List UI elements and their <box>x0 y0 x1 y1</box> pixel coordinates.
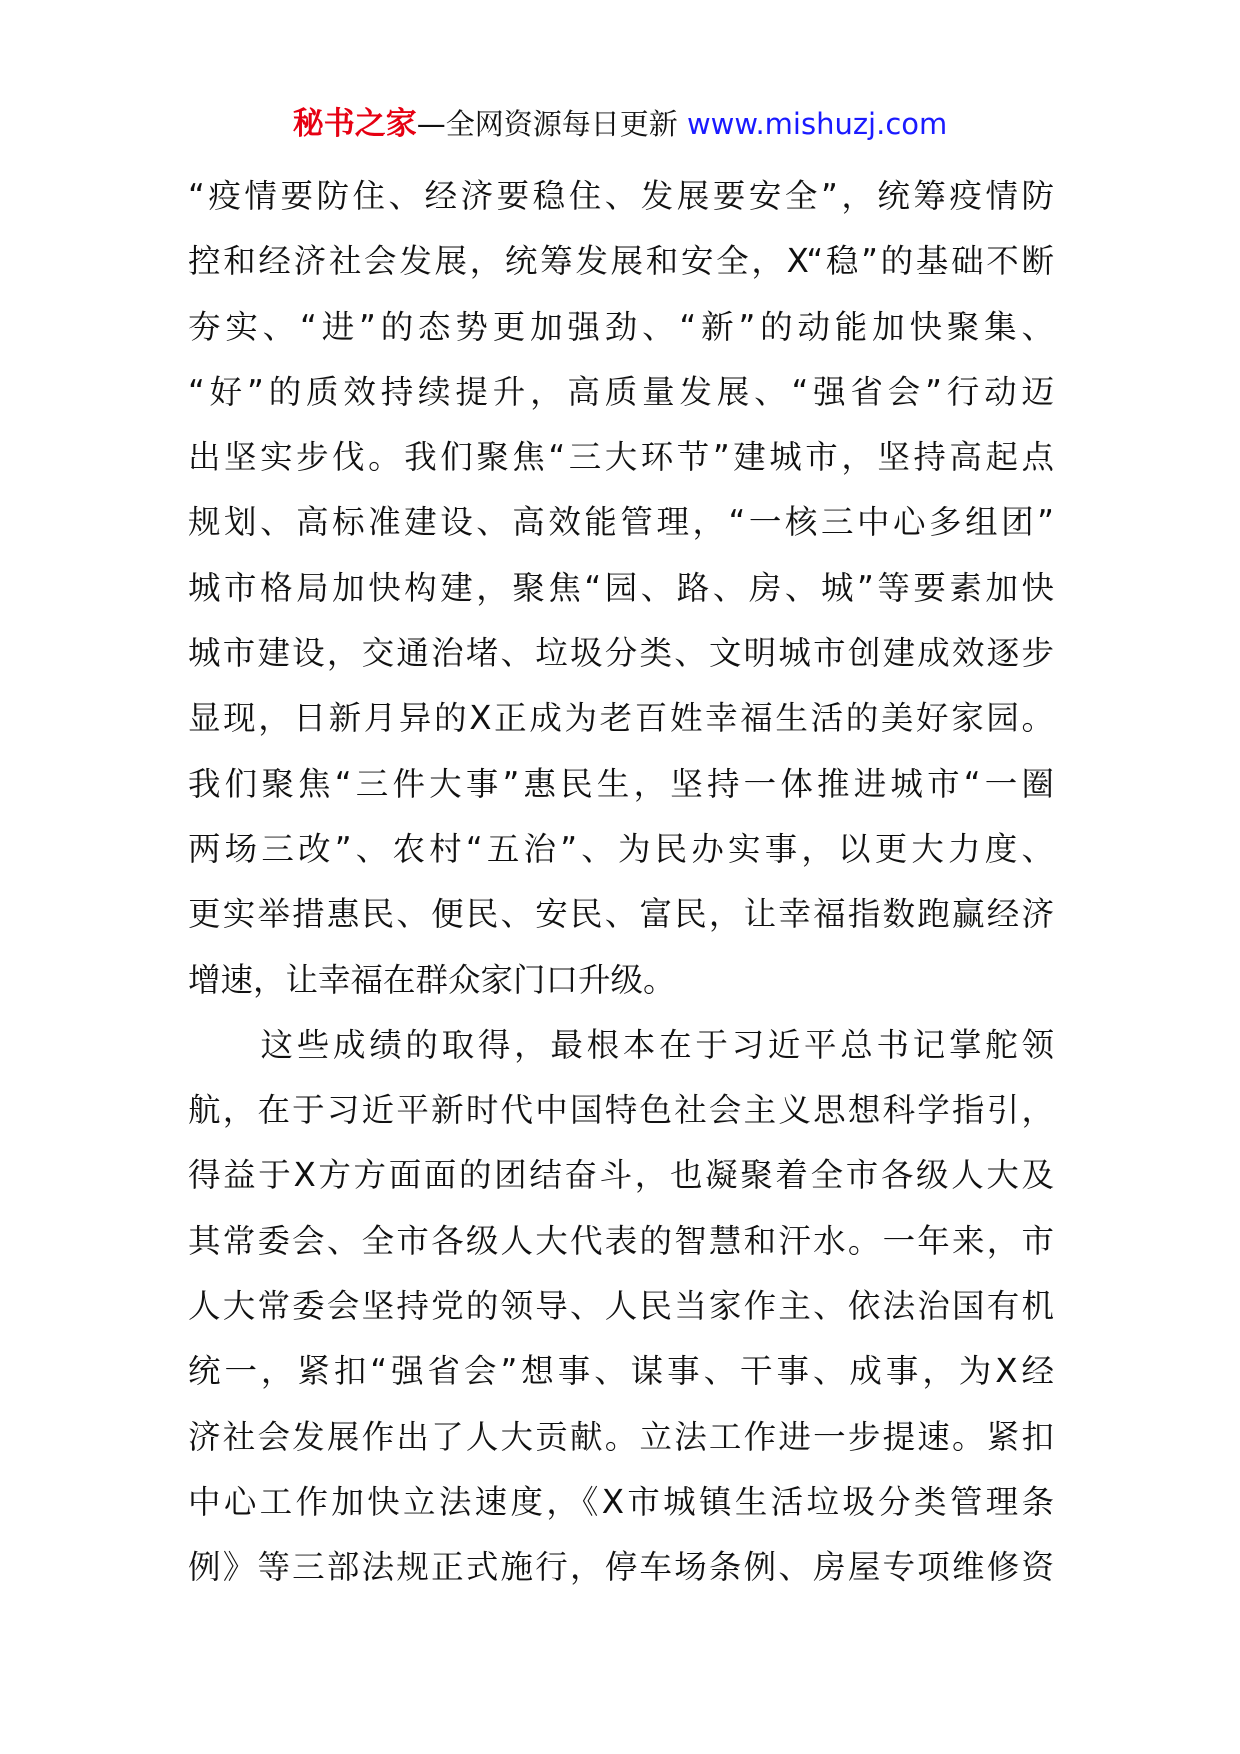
body-line: 得益于X方方面面的团结奋斗，也凝聚着全市各级人大及 <box>188 1156 1054 1195</box>
body-line: 统一，紧扣“强省会”想事、谋事、干事、成事，为X经 <box>188 1352 1054 1391</box>
page-header <box>0 104 1240 144</box>
body-line: 夯实、“进”的态势更加强劲、“新”的动能加快聚集、 <box>188 307 1054 346</box>
body-line: 航，在于习近平新时代中国特色社会主义思想科学指引， <box>188 1091 1054 1130</box>
body-line: 更实举措惠民、便民、安民、富民，让幸福指数跑赢经济 <box>188 895 1054 934</box>
body-line: 出坚实步伐。我们聚焦“三大环节”建城市，坚持高起点 <box>188 438 1054 477</box>
paragraph-end-line: 增速，让幸福在群众家门口升级。 <box>188 960 676 999</box>
site-url-link[interactable]: www.mishuzj.com <box>686 107 948 141</box>
body-line: 显现，日新月异的X正成为老百姓幸福生活的美好家园。 <box>188 699 1054 738</box>
body-line: 城市格局加快构建，聚焦“园、路、房、城”等要素加快 <box>188 568 1054 607</box>
body-line: “好”的质效持续提升，高质量发展、“强省会”行动迈 <box>188 372 1054 411</box>
body-line: 规划、高标准建设、高效能管理，“一核三中心多组团” <box>188 503 1054 542</box>
body-line: 其常委会、全市各级人大代表的智慧和汗水。一年来，市 <box>188 1221 1054 1260</box>
body-line: 济社会发展作出了人大贡献。立法工作进一步提速。紧扣 <box>188 1417 1054 1456</box>
body-line: 城市建设，交通治堵、垃圾分类、文明城市创建成效逐步 <box>188 634 1054 673</box>
document-body <box>188 164 1054 1601</box>
body-line: 我们聚焦“三件大事”惠民生，坚持一体推进城市“一圈 <box>188 764 1054 803</box>
body-line: 控和经济社会发展，统筹发展和安全，X“稳”的基础不断 <box>188 242 1054 281</box>
body-line: “疫情要防住、经济要稳住、发展要安全”，统筹疫情防 <box>188 177 1054 215</box>
body-line: 中心工作加快立法速度，《X市城镇生活垃圾分类管理条 <box>188 1482 1054 1521</box>
body-line: 两场三改”、农村“五治”、为民办实事，以更大力度、 <box>188 829 1054 868</box>
body-line: 这些成绩的取得，最根本在于习近平总书记掌舵领 <box>188 1025 1054 1064</box>
header-tagline: —全网资源每日更新 <box>416 107 678 141</box>
body-line: 例》等三部法规正式施行，停车场条例、房屋专项维修资 <box>188 1548 1054 1587</box>
body-line: 人大常委会坚持党的领导、人民当家作主、依法治国有机 <box>188 1287 1054 1326</box>
brand-name: 秘书之家 <box>292 106 417 142</box>
